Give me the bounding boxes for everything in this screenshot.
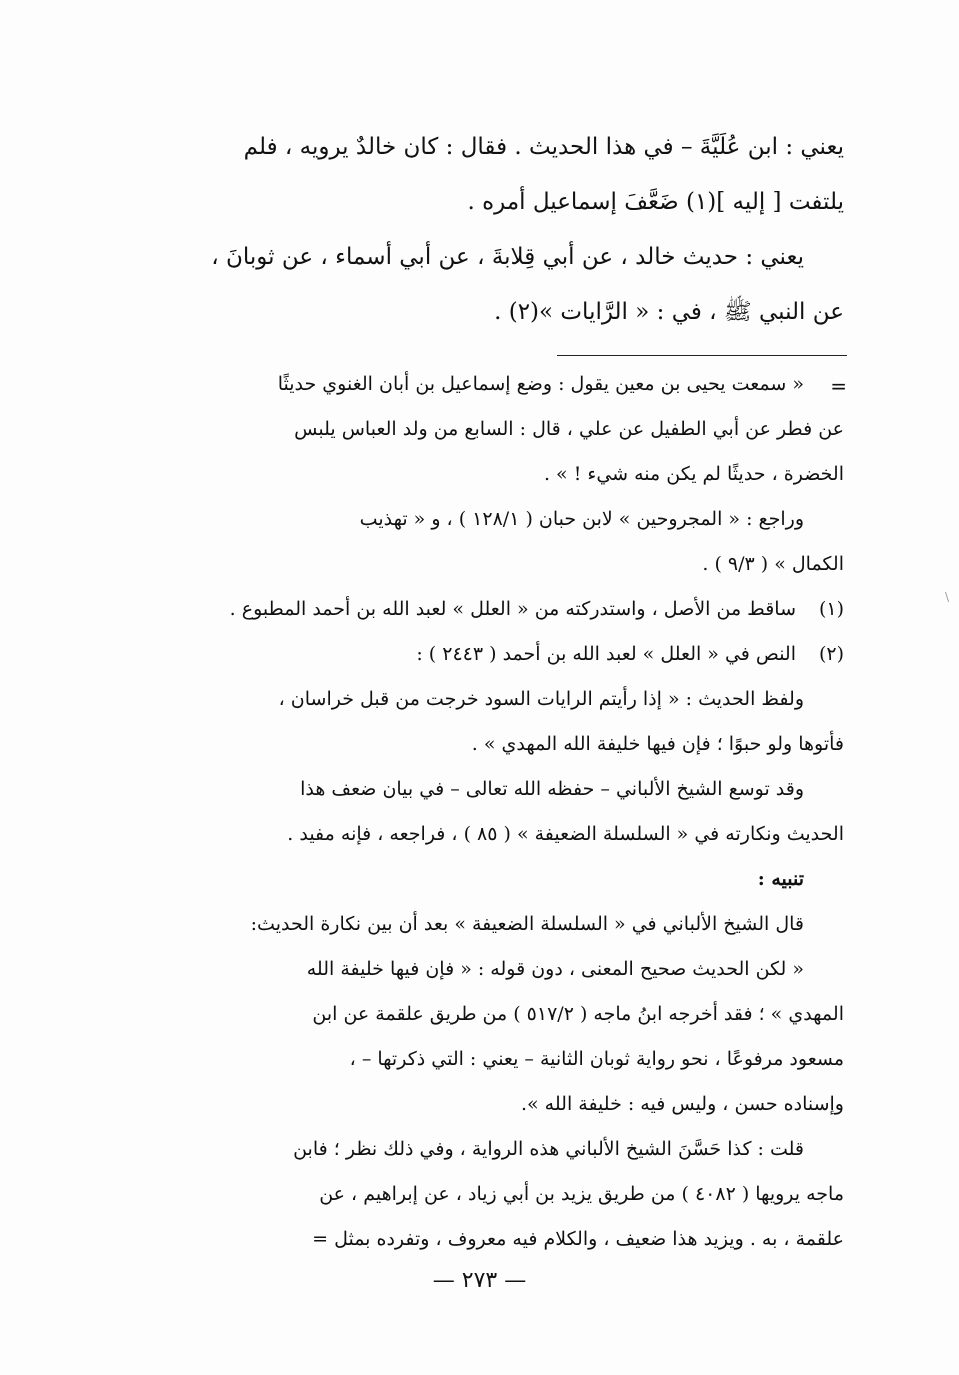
page-number: — ٢٧٣ —	[432, 1268, 527, 1293]
footnote-continuation-mark: =	[830, 374, 847, 398]
footnote-line: وراجع : « المجروحين » لابن حبان ( ١٢٨/١ ) ، و « تهذيب	[359, 508, 804, 530]
tanbih-heading: تنبيه :	[757, 868, 804, 890]
footnote-line: فأتوها ولو حبوًا ؛ فإن فيها خليفة الله المهدي » .	[471, 733, 844, 755]
footnote-line: « سمعت يحيى بن معين يقول : وضع إسماعيل بن أبان الغنوي حديثًا	[277, 373, 804, 395]
footnotes-section	[125, 362, 844, 1262]
footnote-2	[125, 632, 844, 677]
main-line: يلتفت [ إليه ](١) ضَعَّفَ إسماعيل أمره .	[467, 189, 844, 215]
tanbih-line: مسعود مرفوعًا ، نحو رواية ثوبان الثانية – يعني : التي ذكرتها – ،	[349, 1048, 844, 1070]
main-line: عن النبي ﷺ ، في : « الرَّايات »(٢) .	[494, 299, 844, 325]
footnote-line: الخضرة ، حديثًا لم يكن منه شيء ! » .	[543, 463, 844, 485]
footnote-text: ساقط من الأصل ، واستدركته من « العلل » لعبد الله بن أحمد المطبوع .	[229, 598, 796, 620]
scan-mark: \	[945, 590, 950, 604]
main-line: يعني : ابن عُلَيَّةَ – في هذا الحديث . فقال : كان خالدٌ يرويه ، فلم	[243, 134, 844, 160]
tanbih-line: « لكن الحديث صحيح المعنى ، دون قوله : « فإن فيها خليفة الله	[306, 958, 804, 980]
tanbih-line: وإسناده حسن ، وليس فيه : خليفة الله ».	[520, 1093, 844, 1115]
tanbih-line: المهدي » ؛ فقد أخرجه ابنُ ماجه ( ٥١٧/٢ ) من طريق علقمة عن ابن	[312, 1003, 844, 1025]
tanbih-line: قال الشيخ الألباني في « السلسلة الضعيفة » بعد أن بين نكارة الحديث:	[250, 913, 804, 935]
footnote-line: وقد توسع الشيخ الألباني – حفظه الله تعالى – في بيان ضعف هذا	[300, 778, 804, 800]
footnote-number: (٢)	[818, 643, 844, 665]
footnote-line: ولفظ الحديث : « إذا رأيتم الرايات السود خرجت من قبل خراسان ،	[278, 688, 804, 710]
main-text	[125, 120, 844, 340]
closing-line: ماجه يرويها ( ٤٠٨٢ ) من طريق يزيد بن أبي زياد ، عن إبراهيم ، عن	[319, 1183, 844, 1205]
footnote-text: النص في « العلل » لعبد الله بن أحمد ( ٢٤٤٣ ) :	[416, 643, 796, 665]
footnote-line: الكمال » ( ٩/٣ ) .	[702, 553, 844, 575]
main-line: يعني : حديث خالد ، عن أبي قِلابةَ ، عن أبي أسماء ، عن ثوبانَ ،	[211, 244, 804, 270]
footnote-line: الحديث ونكارته في « السلسلة الضعيفة » ( ٨٥ ) ، فراجعه ، فإنه مفيد .	[287, 823, 844, 845]
closing-line: علقمة ، به . ويزيد هذا ضعيف ، والكلام فيه معروف ، وتفرده بمثل =	[312, 1228, 844, 1250]
closing-line: قلت : كذا حَسَّنَ الشيخ الألباني هذه الرواية ، وفي ذلك نظر ؛ فابن	[293, 1138, 804, 1160]
footnote-divider	[557, 355, 847, 356]
footnote-line: عن فطر عن أبي الطفيل عن علي ، قال : السابع من ولد العباس يلبس	[294, 418, 844, 440]
footnote-number: (١)	[818, 598, 844, 620]
footnote-1	[125, 587, 844, 632]
